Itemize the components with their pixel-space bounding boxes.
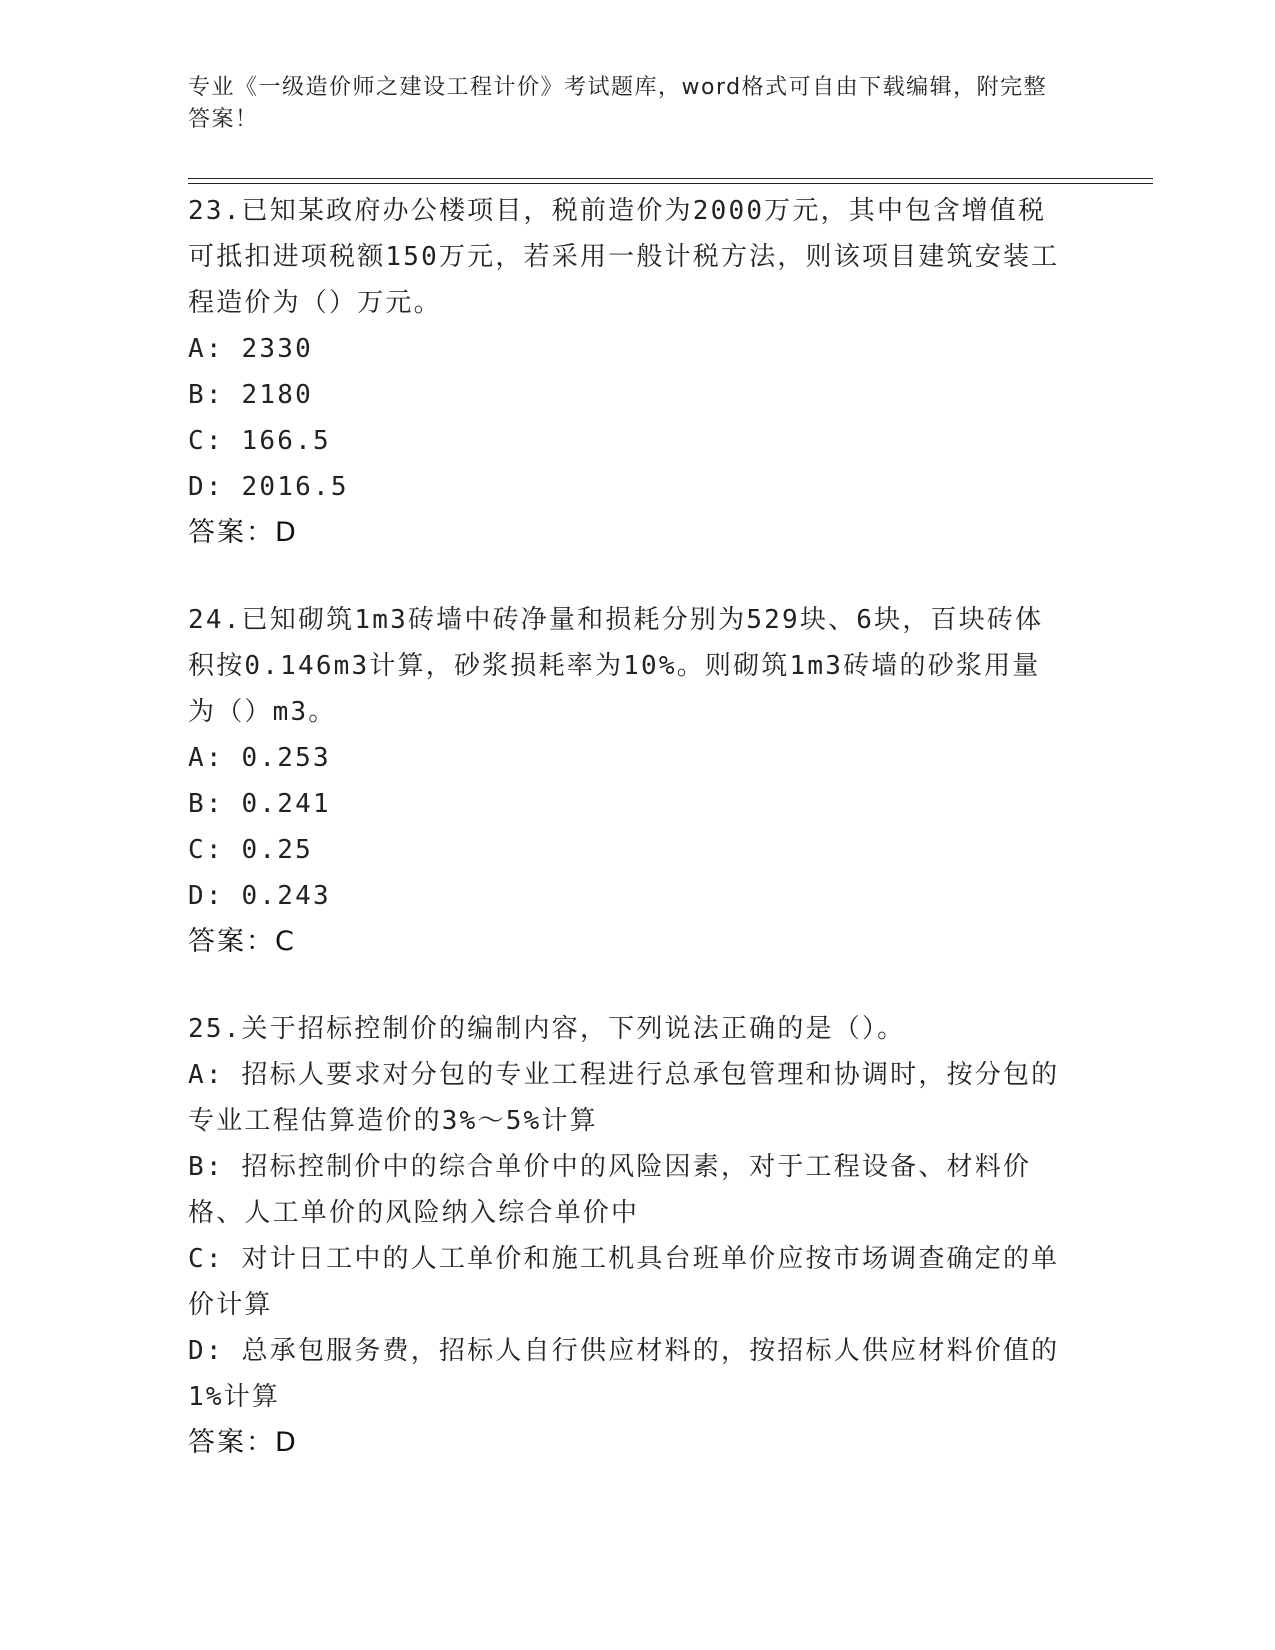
option-c: C: 对计日工中的人工单价和施工机具台班单价应按市场调查确定的单价计算 (188, 1244, 1060, 1320)
option-c: C: 0.25 (188, 835, 313, 865)
answer-line: 答案：D (188, 517, 298, 548)
option-d: D: 0.243 (188, 881, 331, 911)
question-stem: 25.关于招标控制价的编制内容，下列说法正确的是（）。 (188, 1014, 906, 1044)
option-d: D: 总承包服务费，招标人自行供应材料的，按招标人供应材料价值的1%计算 (188, 1336, 1060, 1412)
question-23 (188, 188, 1068, 556)
option-b: B: 2180 (188, 380, 313, 410)
question-stem: 23.已知某政府办公楼项目，税前造价为2000万元，其中包含增值税可抵扣进项税额150万元，若采用一般计税方法，则该项目建筑安装工程造价为（）万元。 (188, 196, 1060, 318)
document-header: 专业《一级造价师之建设工程计价》考试题库，word格式可自由下载编辑，附完整答案！ (188, 75, 1048, 132)
option-a: A: 2330 (188, 334, 313, 364)
answer-line: 答案：D (188, 1427, 298, 1458)
option-c: C: 166.5 (188, 426, 331, 456)
answer-line: 答案：C (188, 926, 296, 957)
header-divider-top (188, 178, 1153, 179)
option-b: B: 招标控制价中的综合单价中的风险因素，对于工程设备、材料价格、人工单价的风险纳入综合单价中 (188, 1152, 1032, 1228)
option-b: B: 0.241 (188, 789, 331, 819)
option-a: A: 0.253 (188, 743, 331, 773)
question-25 (188, 1006, 1068, 1466)
question-stem: 24.已知砌筑1m3砖墙中砖净量和损耗分别为529块、6块，百块砖体积按0.146m3计算，砂浆损耗率为10%。则砌筑1m3砖墙的砂浆用量为（）m3。 (188, 605, 1044, 727)
option-d: D: 2016.5 (188, 472, 349, 502)
question-24 (188, 597, 1068, 965)
option-a: A: 招标人要求对分包的专业工程进行总承包管理和协调时，按分包的专业工程估算造价的3%～5%计算 (188, 1060, 1060, 1136)
header-divider-bottom (188, 183, 1153, 184)
